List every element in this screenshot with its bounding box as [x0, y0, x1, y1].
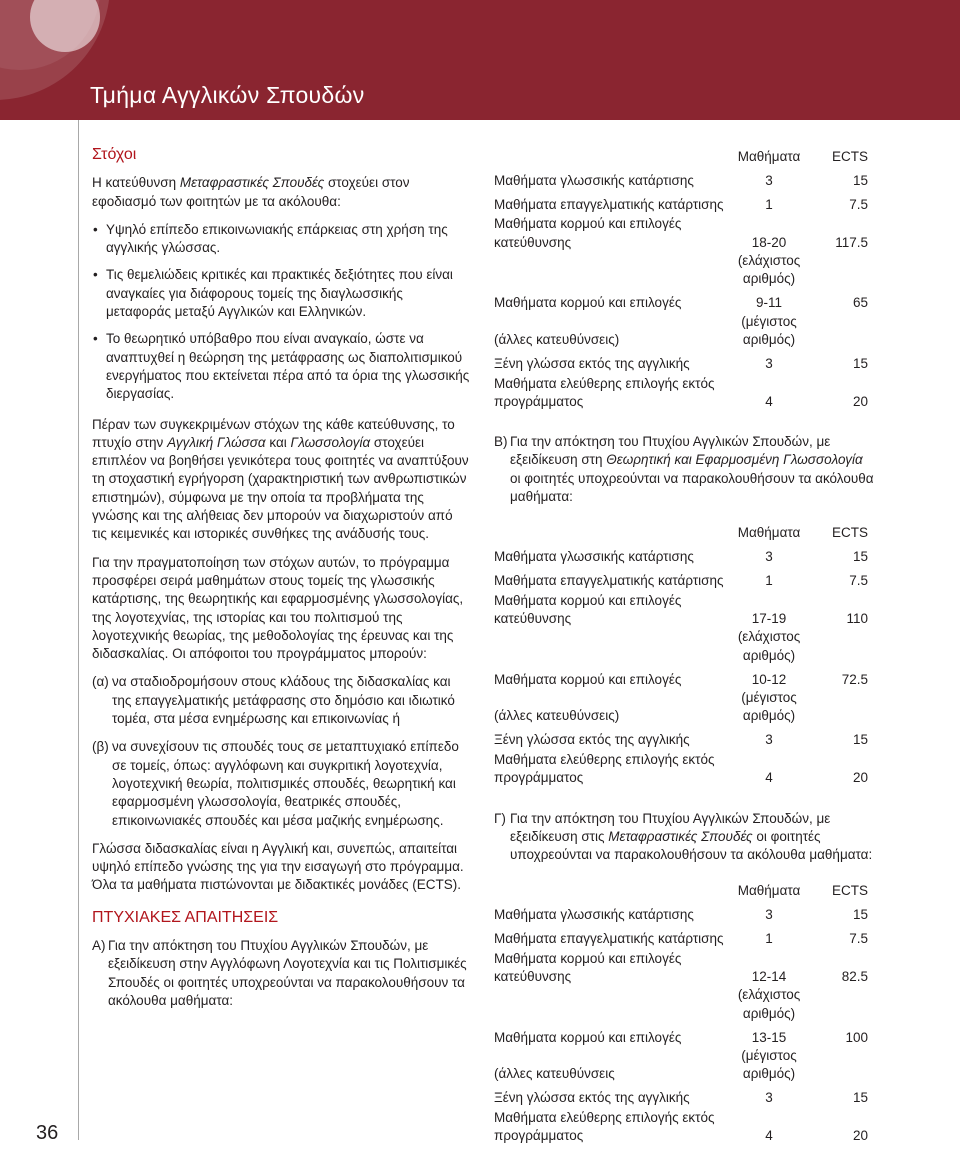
course-count-cell: 12-14 [751, 969, 787, 985]
table-row [494, 1047, 874, 1084]
course-name-cell: Μαθήματα κορμού και επιλογές κατεύθυνσης [494, 216, 682, 250]
course-count-cell: 1 [765, 573, 773, 589]
ects-cell: 15 [852, 549, 868, 565]
course-count-cell: (ελάχιστος αριθμός) [737, 253, 801, 287]
course-name-cell: Μαθήματα ελεύθερης επιλογής εκτός προγράμματος [494, 751, 715, 786]
table-row [494, 750, 874, 788]
table-row [494, 214, 874, 252]
course-count-cell: 3 [765, 355, 773, 371]
ects-cell: 110 [846, 611, 868, 627]
table-row [494, 566, 874, 590]
course-name-cell: Μαθήματα κορμού και επιλογές κατεύθυνσης [494, 592, 682, 627]
ects-cell [809, 252, 874, 289]
course-name-cell: Μαθήματα ελεύθερης επιλογής εκτός προγράμματος [494, 375, 715, 409]
table-row [494, 924, 874, 948]
table-row [494, 373, 874, 411]
section-heading-goals: Στόχοι [92, 146, 137, 163]
course-count-cell: (μέγιστος αριθμός) [741, 313, 797, 347]
course-count-cell: 4 [765, 1128, 773, 1144]
requirement-b: Β) Για την απόκτηση του Πτυχίου Αγγλικών Σπουδών, με εξειδίκευση στη Θεωρητική και Εφαρμοσμένη Γλωσσολογία οι φοιτητές υποχρεούνται να παρακολουθήσουν τα ακόλουθα μαθήματα: [494, 434, 874, 505]
course-name-cell: (άλλες κατευθύνσεις) [494, 708, 620, 724]
intro-paragraph: Η κατεύθυνση Μεταφραστικές Σπουδές στοχεύει στον εφοδιασμό των φοιτητών με τα ακόλουθα: [92, 175, 410, 209]
table-row [494, 590, 874, 628]
course-count-cell: 1 [765, 931, 773, 947]
column-header-ects: ECTS [831, 883, 868, 899]
table-row [494, 313, 874, 350]
course-name-cell [494, 628, 729, 665]
ects-cell [809, 1047, 874, 1084]
table-row [494, 1023, 874, 1047]
paragraph: Για την πραγματοποίηση των στόχων αυτών, το πρόγραμμα προσφέρει σειρά μαθημάτων στους τομείς της γλωσσικής κατάρτισης, της θεωρητικής και εφαρμοσμένης γλωσσολογίας, της λογοτεχνίας, της ιστορίας και του πολιτισμού της λογοτεχνικής θεωρίας, της μεθοδολογίας της έρευνας και της διδασκαλίας. Οι απόφοιτοι του προγράμματος μπορούν: [92, 554, 464, 662]
requirement-c: Γ) Για την απόκτηση του Πτυχίου Αγγλικών Σπουδών, με εξειδίκευση στις Μεταφραστικές Σπουδές οι φοιτητές υποχρεούνται να παρακολουθήσουν τα ακόλουθα μαθήματα: [494, 810, 873, 863]
margin-divider [78, 120, 79, 1140]
ects-cell: 117.5 [835, 234, 868, 250]
section-heading-requirements: ΠΤΥΧΙΑΚΕΣ ΑΠΑΙΤΗΣΕΙΣ [92, 908, 279, 926]
course-count-cell: 3 [765, 1090, 773, 1106]
table-row [494, 948, 874, 986]
table-row [494, 986, 874, 1023]
course-name-cell: Μαθήματα γλωσσικής κατάρτισης [494, 907, 694, 923]
column-header-courses: Μαθήματα [737, 148, 801, 164]
ects-cell: 20 [852, 393, 868, 409]
right-column [494, 146, 874, 1168]
course-name-cell: Μαθήματα γλωσσικής κατάρτισης [494, 172, 694, 188]
table-row [494, 349, 874, 373]
course-name-cell: Μαθήματα κορμού και επιλογές [494, 295, 682, 311]
table-header [494, 522, 874, 542]
page-title: Τμήμα Αγγλικών Σπουδών [90, 82, 365, 108]
course-name-cell: Ξένη γλώσσα εκτός της αγγλικής [494, 1090, 690, 1106]
requirement-a: Α) Για την απόκτηση του Πτυχίου Αγγλικών Σπουδών, με εξειδίκευση στην Αγγλόφωνη Λογοτεχνία και τις Πολιτισμικές Σπουδές οι φοιτητές υποχρεούνται να παρακολουθήσουν τα ακόλουθα μαθήματα: [92, 937, 467, 1008]
course-name-cell: Μαθήματα ελεύθερης επιλογής εκτός προγράμματος [494, 1110, 715, 1144]
option-item: (α) να σταδιοδρομήσουν στους κλάδους της διδασκαλίας και της επαγγελματικής μετάφρασης στο δημόσιο και ιδιωτικό τομέα, στα μέσα ενημέρωσης και επικοινωνίας ή [92, 674, 455, 727]
course-name-cell: Μαθήματα κορμού και επιλογές [494, 1029, 682, 1045]
ects-cell: 15 [852, 355, 868, 371]
course-name-cell: Μαθήματα κορμού και επιλογές [494, 671, 682, 687]
course-count-cell: (μέγιστος αριθμός) [741, 1048, 797, 1082]
ects-cell [809, 313, 874, 350]
course-count-cell: 4 [765, 770, 773, 786]
table-row [494, 1084, 874, 1108]
course-name-cell: (άλλες κατευθύνσεις [494, 1066, 615, 1082]
page-number: 36 [36, 1122, 59, 1144]
ects-cell: 15 [852, 907, 868, 923]
ects-cell: 15 [852, 172, 868, 188]
course-name-cell: (άλλες κατευθύνσεις) [494, 331, 620, 347]
ects-cell: 20 [852, 1128, 868, 1144]
list-item: • Υψηλό επίπεδο επικοινωνιακής επάρκειας στη χρήση της αγγλικής γλώσσας. [93, 221, 448, 256]
list-item: • Τις θεμελιώδεις κριτικές και πρακτικές δεξιότητες που είναι αναγκαίες για διάφορους τομείς της διαγλωσσικής μεταφοράς μεταξύ Αγγλικών και Ελληνικών. [93, 267, 453, 320]
courses-table-c [494, 880, 874, 1145]
course-count-cell: 9-11 [756, 295, 783, 311]
course-count-cell: 4 [765, 393, 773, 409]
ects-cell: 65 [852, 295, 868, 311]
course-count-cell: 3 [765, 732, 773, 748]
course-count-cell: 17-19 [751, 611, 787, 627]
table-row [494, 689, 874, 726]
list-item: • Το θεωρητικό υπόβαθρο που είναι αναγκαίο, ώστε να αναπτυχθεί η θεώρηση της μετάφρασης ως διαπολιτισμικού ενεργήματος που εκτείνεται πέρα από τα όρια της γλωσσικής διεργασίας. [93, 331, 470, 402]
course-count-cell: 18-20 [751, 234, 787, 250]
course-name-cell: Μαθήματα κορμού και επιλογές κατεύθυνσης [494, 950, 682, 985]
ects-cell [809, 689, 874, 726]
ects-cell: 7.5 [849, 573, 868, 589]
option-item: (β) να συνεχίσουν τις σπουδές τους σε μεταπτυχιακό επίπεδο σε τομείς, όπως: αγγλόφωνη και συγκριτική λογοτεχνία, λογοτεχνική θεωρία, πολιτισμικές σπουδές, θεωρητική και εφαρμοσμένη γλωσσολογία, θεατρικές σπουδές, επικοινωνιακές σπουδές και μέσα μαζικής ενημέρωσης. [92, 739, 459, 828]
course-name-cell: Μαθήματα επαγγελματικής κατάρτισης [494, 196, 724, 212]
ects-cell: 100 [845, 1029, 868, 1045]
table-row [494, 289, 874, 313]
paragraph: Πέραν των συγκεκριμένων στόχων της κάθε κατεύθυνσης, το πτυχίο στην Αγγλική Γλώσσα και Γλωσσολογία στοχεύει επιπλέον να βοηθήσει γενικότερα τους φοιτητές να αναπτύξουν τη στοχαστική εγρήγορση (χαρακτηριστική των ανθρωπιστικών επιστημών), σύμφωνα με την οποία τα προβλήματα της γνώσης και της αλήθειας δεν μπορούν να διαχωριστούν από τις κειμενικές και ιστορικές συνθήκες της ανάδυσής τους. [92, 416, 469, 542]
ects-cell: 15 [852, 1090, 868, 1106]
table-row [494, 628, 874, 665]
table-row [494, 166, 874, 190]
ects-cell: 20 [852, 770, 868, 786]
table-row [494, 542, 874, 566]
course-count-cell: (μέγιστος αριθμός) [741, 689, 797, 724]
course-count-cell: 13-15 [751, 1029, 787, 1045]
courses-table-a [494, 146, 874, 411]
paragraph: Γλώσσα διδασκαλίας είναι η Αγγλική και, συνεπώς, απαιτείται υψηλό επίπεδο γνώσης της για την εισαγωγή στο πρόγραμμα. Όλα τα μαθήματα πιστώνονται με διδακτικές μονάδες (ECTS). [92, 840, 464, 893]
course-count-cell: 3 [765, 172, 773, 188]
header-band [0, 0, 960, 120]
ects-cell: 72.5 [841, 671, 868, 687]
goals-list [92, 221, 470, 404]
table-row [494, 900, 874, 924]
course-count-cell: (ελάχιστος αριθμός) [737, 987, 801, 1021]
course-count-cell: 1 [765, 196, 773, 212]
left-column [92, 146, 470, 1020]
column-header-courses: Μαθήματα [737, 525, 801, 541]
table-row [494, 665, 874, 689]
course-name-cell: Ξένη γλώσσα εκτός της αγγλικής [494, 732, 690, 748]
course-count-cell: 3 [765, 549, 773, 565]
table-row [494, 726, 874, 750]
course-name-cell [494, 252, 729, 289]
course-name-cell: Ξένη γλώσσα εκτός της αγγλικής [494, 355, 690, 371]
ects-cell: 82.5 [841, 969, 868, 985]
course-count-cell: 3 [765, 907, 773, 923]
course-name-cell: Μαθήματα γλωσσικής κατάρτισης [494, 549, 694, 565]
ects-cell [809, 628, 874, 665]
course-name-cell [494, 986, 729, 1023]
table-row [494, 190, 874, 214]
course-count-cell: 10-12 [751, 671, 787, 687]
ects-cell: 7.5 [849, 196, 868, 212]
courses-table-b [494, 522, 874, 787]
ects-cell: 7.5 [849, 931, 868, 947]
course-name-cell: Μαθήματα επαγγελματικής κατάρτισης [494, 931, 724, 947]
course-count-cell: (ελάχιστος αριθμός) [737, 629, 801, 663]
column-header-ects: ECTS [831, 525, 868, 541]
ects-cell [809, 986, 874, 1023]
table-header [494, 880, 874, 900]
table-header [494, 146, 874, 166]
ects-cell: 15 [852, 732, 868, 748]
column-header-ects: ECTS [831, 148, 868, 164]
table-row [494, 252, 874, 289]
column-header-courses: Μαθήματα [737, 883, 801, 899]
course-name-cell: Μαθήματα επαγγελματικής κατάρτισης [494, 573, 724, 589]
